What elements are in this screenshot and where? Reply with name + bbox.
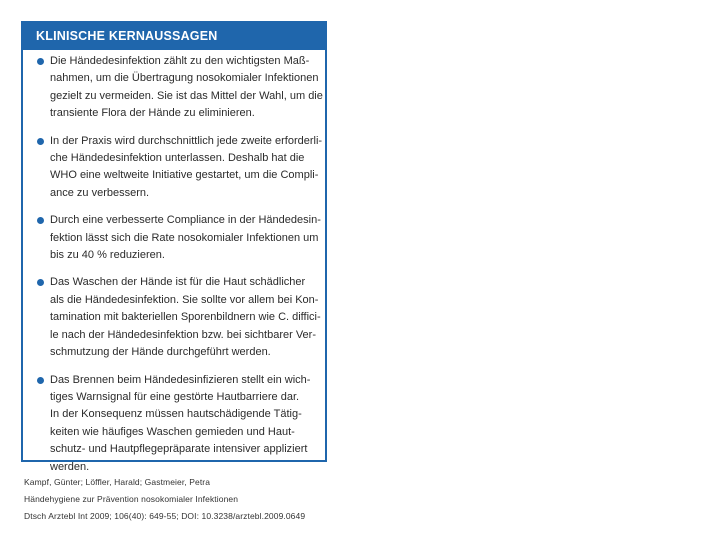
bullet-line: che Händedesinfektion unterlassen. Deshalb hat die [50,152,305,165]
bullet-line: Das Waschen der Hände ist für die Haut schädlicher [50,276,306,289]
citation-reference: Dtsch Arztebl Int 2009; 106(40): 649-55; DOI: 10.3238/arztebl.2009.0649 [24,511,306,521]
bullet-line: schmutzung der Hände durchgeführt werden. [50,346,271,359]
bullet-dot-icon [37,58,44,65]
key-statements-box [21,21,327,473]
citation-authors: Kampf, Günter; Löffler, Harald; Gastmeier, Petra [24,477,211,487]
bullet-line: Durch eine verbesserte Compliance in der Händedesin- [50,214,321,227]
bullet-line: tiges Warnsignal für eine gestörte Hautbarriere dar. [50,390,300,403]
bullet-item-3 [23,212,325,264]
bullet-line: werden. [50,460,90,473]
bullet-line: Die Händedesinfektion zählt zu den wichtigsten Maß- [50,55,310,67]
bullet-item-4 [23,274,325,361]
bullet-line: tamination mit bakteriellen Sporenbildnern wie C. diffici- [50,311,321,324]
bullet-line: keiten wie häufiges Waschen gemieden und Haut- [50,425,295,438]
bullet-dot-icon [37,138,44,145]
bullet-line: Das Brennen beim Händedesinfizieren stellt ein wich- [50,373,311,386]
bullet-line: transiente Flora der Hände zu eliminieren. [50,107,255,120]
bullet-dot-icon [37,377,44,384]
box-title: KLINISCHE KERNAUSSAGEN [23,23,325,50]
bullet-item-5 [23,372,325,476]
bullet-list [23,53,325,486]
bullet-line: In der Praxis wird durchschnittlich jede zweite erforderli- [50,134,323,147]
bullet-line: gezielt zu vermeiden. Sie ist das Mittel der Wahl, um die [50,89,323,102]
bullet-dot-icon [37,279,44,286]
bullet-line: nahmen, um die Übertragung nosokomialer Infektionen [50,72,319,85]
bullet-dot-icon [37,217,44,224]
citation [24,474,305,525]
bullet-line: ance zu verbessern. [50,186,150,199]
bullet-line: WHO eine weltweite Initiative gestartet, um die Compli- [50,169,319,182]
bullet-line: In der Konsequenz müssen hautschädigende Tätig- [50,408,302,421]
bullet-line: le nach der Händedesinfektion bzw. bei sichtbarer Ver- [50,328,316,341]
bullet-line: fektion lässt sich die Rate nosokomialer Infektionen um [50,231,319,244]
bullet-item-2 [23,133,325,203]
bullet-line: schutz- und Hautpflegepräparate intensiver appliziert [50,443,308,456]
bullet-line: als die Händedesinfektion. Sie sollte vor allem bei Kon- [50,293,319,306]
bullet-item-1 [23,53,325,123]
citation-title: Händehygiene zur Prävention nosokomialer Infektionen [24,494,239,504]
bullet-line: bis zu 40 % reduzieren. [50,249,165,262]
